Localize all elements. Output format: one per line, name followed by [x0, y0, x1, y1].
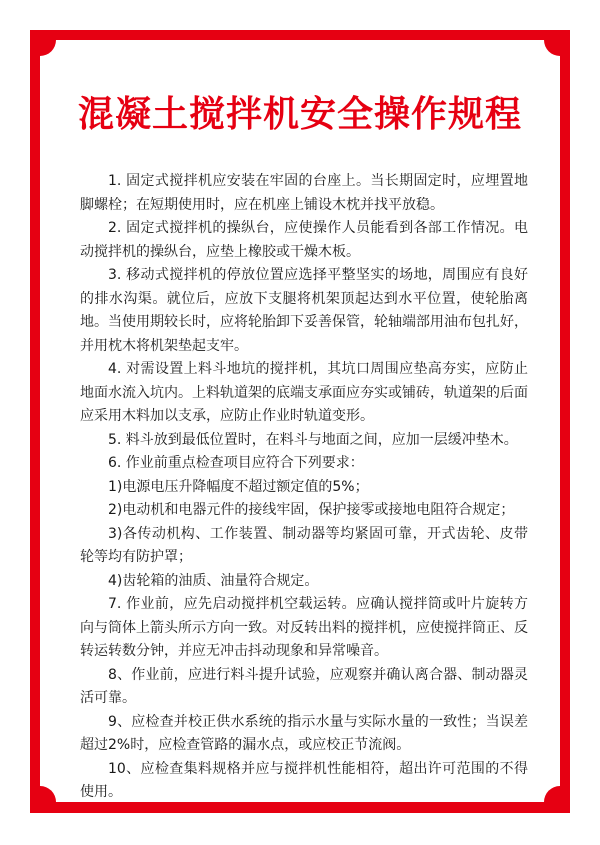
rule-subitem: 1)电源电压升降幅度不超过额定值的5%； — [108, 478, 369, 495]
rules-list — [80, 170, 528, 805]
rule-item: 10、应检查集料规格并应与搅拌机性能相符，超出许可范围的不得使用。 — [80, 760, 528, 800]
rule-item: 8、作业前，应进行料斗提升试验，应观察并确认离合器、制动器灵活可靠。 — [80, 666, 528, 706]
rule-item: 3. 移动式搅拌机的停放位置应选择平整坚实的场地，周围应有良好的排水沟渠。就位后，应放下支腿将机架顶起达到水平位置，使轮胎离地。当使用期较长时，应将轮胎卸下妥善保管，轮轴端部用油布包扎好，并用枕木将机架垫起支牢。 — [80, 267, 528, 354]
rule-item: 2. 固定式搅拌机的操纵台，应使操作人员能看到各部工作情况。电动搅拌机的操纵台，应垫上橡胶或干燥木板。 — [80, 220, 528, 260]
rule-subitem: 4)齿轮箱的油质、油量符合规定。 — [108, 572, 319, 589]
rule-subitem: 2)电动机和电器元件的接线牢固，保护接零或接地电阻符合规定； — [108, 502, 515, 518]
rule-item: 7. 作业前，应先启动搅拌机空载运转。应确认搅拌筒或叶片旋转方向与筒体上箭头所示方向一致。对反转出料的搅拌机，应使搅拌筒正、反转运转数分钟，并应无冲击抖动现象和异常噪音。 — [80, 596, 528, 659]
sign-title: 混凝土搅拌机安全操作规程 — [77, 94, 522, 135]
rule-item: 9、应检查并校正供水系统的指示水量与实际水量的一致性；当误差超过2%时，应检查管路的漏水点，或应校正节流阀。 — [80, 713, 528, 753]
rule-item: 6. 作业前重点检查项目应符合下列要求： — [108, 455, 364, 471]
rule-item: 5. 料斗放到最低位置时，在料斗与地面之间，应加一层缓冲垫木。 — [108, 431, 518, 448]
rule-item: 1. 固定式搅拌机应安装在牢固的台座上。当长期固定时，应埋置地脚螺栓；在短期使用时，应在机座上铺设木枕并找平放稳。 — [80, 173, 528, 213]
rule-subitem: 3)各传动机构、工作装置、制动器等均紧固可靠，开式齿轮、皮带轮等均有防护罩； — [80, 525, 528, 565]
rule-item: 4. 对需设置上料斗地坑的搅拌机，其坑口周围应垫高夯实，应防止地面水流入坑内。上料轨道架的底端支承面应夯实或铺砖，轨道架的后面应采用木料加以支承，应防止作业时轨道变形。 — [80, 361, 528, 424]
